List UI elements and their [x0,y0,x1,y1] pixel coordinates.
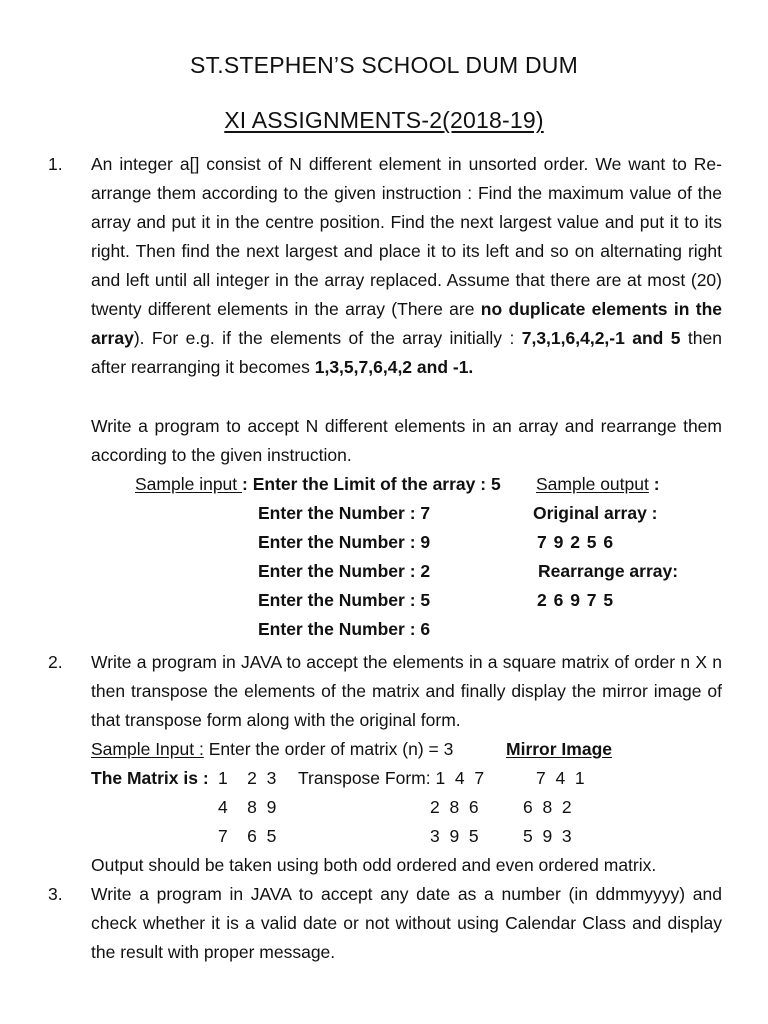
q1-sample-input [135,470,501,499]
q1-input-line: Enter the Number : 6 [258,619,431,639]
q1-sample-output-label: Sample output [536,474,649,494]
q2-paragraph: Write a program in JAVA to accept the elements in a square matrix of order n X n then transpose the elements of the matrix and finally display the mirror image of that transpose form along with the original form. [91,652,722,730]
q1-number: 1. [48,154,63,174]
q2-sample-input-label: Sample Input : [91,739,204,759]
assignment-title [0,107,768,134]
q1-sample-output-colon: : [648,474,660,494]
q1-rearrange-values: 2 6 9 7 5 [537,590,615,610]
q1-sample-input-first: : Enter the Limit of the array : 5 [242,474,501,494]
q1-sample-output [536,470,660,499]
q2-number: 2. [48,652,63,672]
q2-matrix-label: The Matrix is : [91,768,209,788]
q2-matrix-row: 1 2 3 [218,768,277,788]
q3-number: 3. [48,884,63,904]
q1-paragraph-2: Write a program to accept N different elements in an array and rearrange them according to the given instruction. [91,416,722,465]
q1-text-d: 7,3,1,6,4,2,-1 and 5 [521,328,681,348]
q2-sample-input [91,735,453,764]
q1-original-values: 7 9 2 5 6 [537,532,615,552]
q1-input-line: Enter the Number : 2 [258,561,431,581]
q1-text-c: ). For e.g. if the elements of the array initially : [133,328,522,348]
q2-mirror-row: 6 8 2 [523,797,572,817]
q1-text-a: An integer a[] consist of N different element in unsorted order. We want to Re-arrange them according to the given instruction : Find the maximum value of the array and put it in the centre position. Find the next largest value and put it to its right. Then find the next largest and place it to its left and so on alternating right and left until all integer in the array replaced. Assume that there are at most (20) twenty different elements in the array (There are [91,154,722,319]
q1-text-e: then after rearranging it becomes [91,328,722,377]
q1-input-line: Enter the Number : 9 [258,532,431,552]
q2-mirror-row: 5 9 3 [523,826,572,846]
q1-text-b: no duplicate elements in the array [91,299,722,348]
q2-note: Output should be taken using both odd ordered and even ordered matrix. [91,855,657,875]
q2-transpose-label: Transpose Form: 1 4 7 [298,768,485,788]
q1-original-label: Original array : [533,503,658,523]
q2-transpose-row: 2 8 6 [430,797,479,817]
q1-input-line: Enter the Number : 7 [258,503,431,523]
q2-mirror-label [506,735,612,764]
q1-rearrange-label: Rearrange array: [538,561,679,581]
q3-paragraph: Write a program in JAVA to accept any date as a number (in ddmmyyyy) and check whether it is a valid date or not without using Calendar Class and display the result with proper message. [91,884,722,962]
q2-sample-input-text: Enter the order of matrix (n) = 3 [203,739,454,759]
q2-mirror-row: 7 4 1 [536,768,585,788]
school-name: ST.STEPHEN’S SCHOOL DUM DUM [190,52,578,78]
q2-transpose-row: 3 9 5 [430,826,479,846]
q2-matrix-row: 7 6 5 [218,826,277,846]
q2-mirror-label-text: Mirror Image [506,739,612,759]
assignment-title-text: XI ASSIGNMENTS-2(2018-19) [224,107,544,133]
q1-paragraph [91,150,722,382]
q1-sample-input-label: Sample input [135,474,243,494]
q1-text-f: 1,3,5,7,6,4,2 and -1. [314,357,474,377]
q2-matrix-row: 4 8 9 [218,797,277,817]
q1-input-line: Enter the Number : 5 [258,590,431,610]
